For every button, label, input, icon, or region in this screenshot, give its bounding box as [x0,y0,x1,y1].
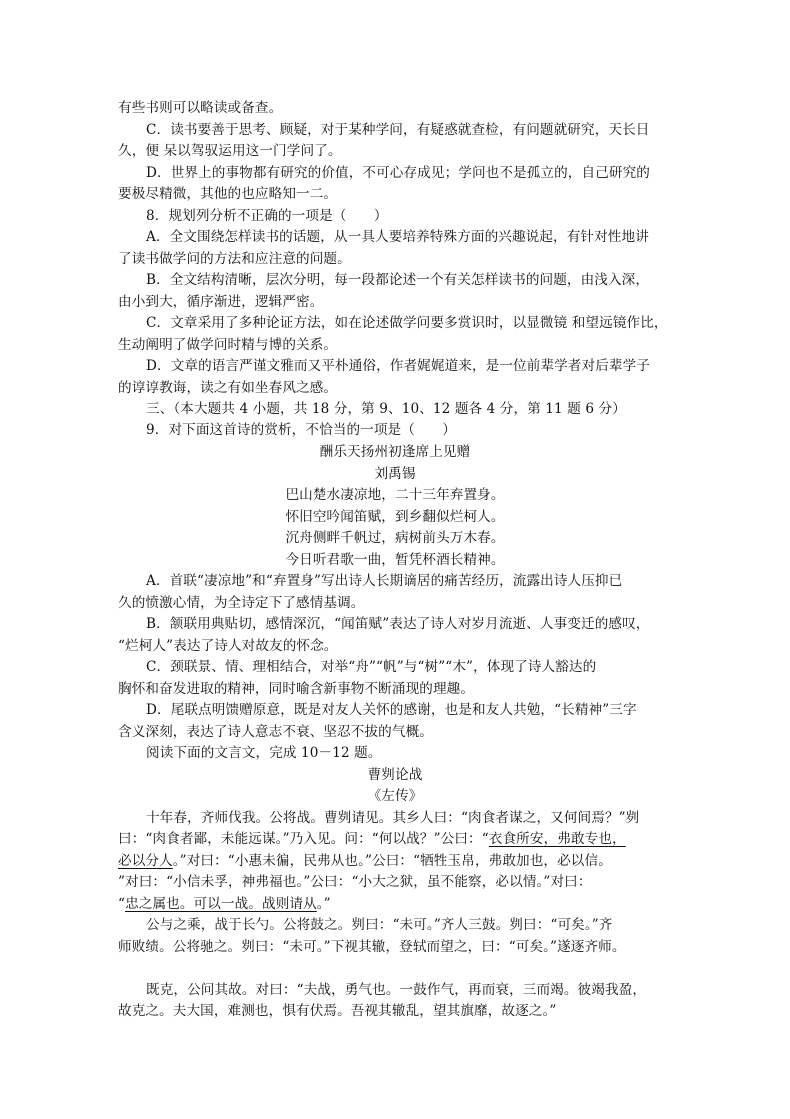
passage-text: 曰：“肉食者鄙，未能远谋。”乃入见。问：“何以战？”公曰：“ [118,831,489,847]
q8-option-b-line2: 由小到大，循序渐进，逻辑严密。 [118,294,324,310]
section-heading: 三、（本大题共 4 小题，共 18 分，第 9、10、12 题各 4 分，第 11 题 6 分） [146,401,626,417]
poem-line: 怀旧空吟闻笛赋，到乡翻似烂柯人。 [285,509,505,525]
q8-option-d-line1: D．文章的语言严谨文雅而又平朴通俗，作者娓娓道来，是一位前辈学者对后辈学子 [146,358,650,374]
q7-option-c-line2: 久，便 呆以驾驭运用这一门学问了。 [118,143,342,159]
passage-line [118,894,331,914]
poem-line: 巴山楚水凄凉地，二十三年弃置身。 [285,487,505,503]
passage-line: 师败绩。公将驰之。刿曰：“未可。”下视其辙，登轼而望之，曰：“可矣。”遂逐齐师。 [118,939,626,955]
q9-option-d-line1: D．尾联点明馈赠原意，既是对友人关怀的感谢，也是和友人共勉，“长精神”三字 [146,702,637,718]
poem-line: 沉舟侧畔千帆过，病树前头万木春。 [285,530,505,546]
passage-text: 。” [316,896,331,912]
q9-option-b-line1: B．颔联用典贴切，感情深沉，“闻笛赋”表达了诗人对岁月流逝、人事变迁的感叹， [146,616,650,632]
q9-option-c-line2: 胸怀和奋发进取的精神，同时喻含新事物不断涌现的理趣。 [118,681,475,697]
poem-line: 今日听君歌一曲，暂凭杯酒长精神。 [285,552,505,568]
text-title: 曹刿论战 [367,767,423,783]
q8-option-a-line1: A．全文围绕怎样读书的话题，从一具人要培养特殊方面的兴趣说起，有针对性地讲 [146,229,649,245]
q8-option-d-line2: 的谆谆教诲，读之有如坐春风之感。 [118,380,338,396]
q8-stem: 8．规划列分析不正确的一项是（ ） [146,208,388,224]
q9-option-d-line2: 含义深刻，表达了诗人意志不衰、坚忍不拔的气概。 [118,724,433,740]
passage-line: 既克，公问其故。对曰：“夫战，勇气也。一鼓作气，再而衰，三而竭。彼竭我盈， [146,982,647,998]
underlined-phrase: 衣食所安，弗敢专也， [488,831,626,847]
q9-option-a-line1: A．首联“凄凉地”和“弃置身”写出诗人长期谪居的痛苦经历，流露出诗人压抑已 [146,573,623,589]
q9-stem: 9．对下面这首诗的赏析，不恰当的一项是（ ） [146,422,457,438]
q9-option-a-line2: 久的愤激心情，为全诗定下了感情基调。 [118,595,365,611]
passage-line [118,851,612,871]
passage-text: “ [118,896,126,912]
passage-line: 故克之。夫大国，难测也，惧有伏焉。吾视其辙乱，望其旗靡，故逐之。” [118,1003,557,1019]
poem-title: 酬乐天扬州初逢席上见赠 [319,444,471,460]
underlined-phrase: 忠之属也。可以一战。战则请从 [125,896,317,912]
reading-instruction: 阅读下面的文言文，完成 10－12 题。 [146,745,382,761]
q9-option-b-line2: “烂柯人”表达了诗人对故友的怀念。 [118,638,338,654]
q7-option-d-line1: D．世界上的事物都有研究的价值，不可心存成见；学问也不是孤立的，自己研究的 [146,165,650,181]
passage-line: ”对曰：“小信未孚，神弗福也。”公曰：“小大之狱，虽不能察，必以情。”对曰： [118,874,592,890]
q9-option-c-line1: C．颈联景、情、理相结合，对举“舟”“帆”与“树”“木”，体现了诗人豁达的 [146,659,597,675]
q8-option-c-line1: C．文章采用了多种论证方法，如在论述做学问要多赏识时，以显微镜 和望远镜作比， [146,315,668,331]
q8-option-c-line2: 生动阐明了做学问时精与博的关系。 [118,337,338,353]
q7-option-c-line1: C．读书要善于思考、顾疑，对于某种学问，有疑惑就查检，有问题就研究，天长日 [146,122,650,138]
passage-line [118,829,626,849]
q8-option-b-line1: B．全文结构清晰，层次分明，每一段都论述一个有关怎样读书的问题，由浅入深， [146,272,650,288]
passage-line: 十年春，齐师伐我。公将战。曹刿请见。其乡人曰：“肉食者谋之，又何间焉？”刿 [146,810,640,826]
q8-option-a-line2: 了读书做学问的方法和应注意的问题。 [118,251,351,267]
underlined-phrase: 必以分人 [118,853,173,869]
passage-line: 公与之乘，战于长勺。公将鼓之。刿曰：“未可。”齐人三鼓。刿曰：“可矣。”齐 [146,917,613,933]
poem-author: 刘禹锡 [374,466,416,482]
intro-line: 有些书则可以略读或备查。 [118,100,283,116]
q7-option-d-line2: 要极尽精微，其他的也应略知一二。 [118,186,338,202]
passage-text: 。”对曰：“小惠未徧，民弗从也。”公曰：“牺牲玉帛，弗敢加也，必以信。 [172,853,612,869]
text-source: 《左传》 [367,788,423,804]
